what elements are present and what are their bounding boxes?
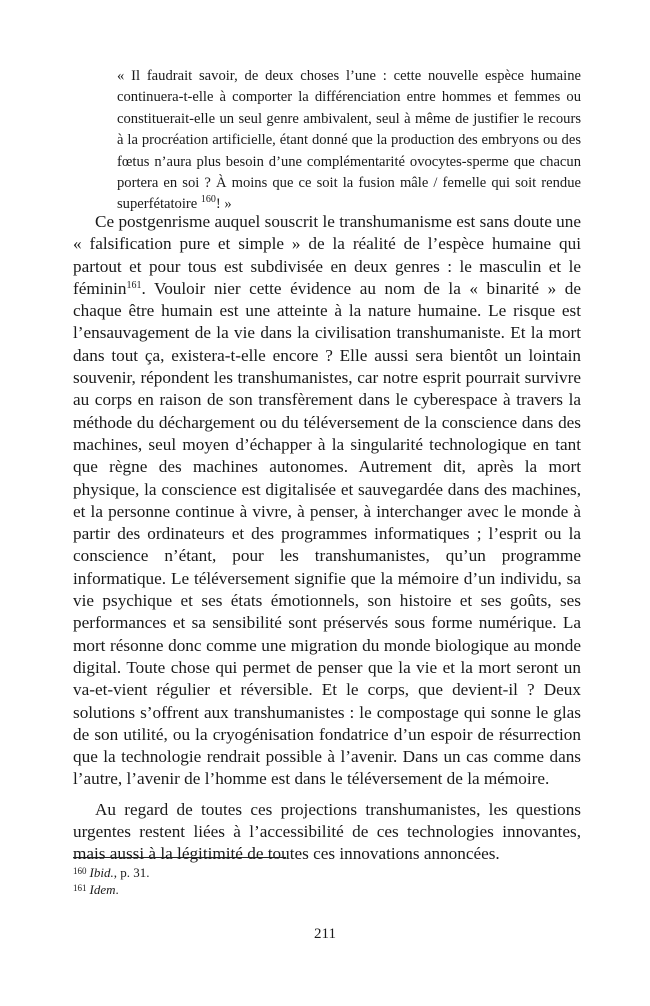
footnotes (73, 864, 581, 898)
footnote-161 (73, 881, 581, 898)
footnote-detail: , p. 31. (113, 865, 150, 880)
footnote-source: Ibid. (89, 865, 114, 880)
paragraph-2: Au regard de toutes ces projections transhumanistes, les questions urgentes restent liées à l’accessibilité de ces technologies innovantes, mais aussi à la légitimité de toutes ces innovations annoncées. (73, 799, 581, 864)
quote-paragraph (117, 66, 581, 216)
main-text (73, 211, 581, 866)
footnote-ref-160[interactable]: 160 (200, 194, 216, 206)
footnote-ref-161[interactable]: 161 (126, 279, 142, 291)
footnote-number: 160 (73, 866, 87, 876)
quote-closing: ! » (215, 196, 232, 213)
footnote-source: Idem (89, 882, 116, 897)
paragraph-1 (73, 211, 581, 791)
footnote-number: 161 (73, 883, 87, 893)
page-number: 211 (314, 926, 336, 942)
footnote-160 (73, 864, 581, 881)
paragraph-1-part-2: . Vouloir nier cette évidence au nom de la « binarité » de chaque être humain est une atteinte à la nature humaine. Le risque est l’ensauvagement de la vie dans la civilisation transhumaniste. Et la mort dans tout ça, existera-t-elle encore ? Elle aussi sera bientôt un lointain souvenir, répondent les transhumanistes, car notre esprit pourrait survivre au corps en raison de son transfèrement dans le cyberespace à travers la méthode du déchargement ou du téléversement de la conscience dans des machines, seul moyen d’échapper à la singularité technologique en tant que règne des machines autonomes. Autrement dit, après la mort physique, la conscience est digitalisée et sauvegardée dans des machines, et la personne continue à vivre, à penser, à interchanger avec le monde à partir des ordinateurs et des programmes informatiques ; l’esprit ou la conscience n’étant, pour les transhumanistes, qu’un programme informatique. Le téléversement signifie que la mémoire d’un individu, sa vie psychique et ses états émotionnels, son histoire et ses goûts, ses performances et sa sensibilité sont préservés sous forme numérique. La mort résonne donc comme une migration du monde biologique au monde digital. Toute chose qui permet de penser que la vie et la mort seront un va-et-vient régulier et réversible. Et le corps, que devient-il ? Deux solutions s’offrent aux transhumanistes : le compostage qui sonne le glas de son utilité, ou la cryogénisation fondatrice d’un espoir de résurrection que la technologie rendrait possible à l’avenir. Dans un cas comme dans l’autre, l’avenir de l’homme est dans le téléversement de la mémoire. (73, 278, 581, 789)
quote-text: « Il faudrait savoir, de deux choses l’une : cette nouvelle espèce humaine continuera-t-elle à comporter la différenciation entre hommes et femmes ou constituerait-elle un seul genre ambivalent, seul à même de justifier le recours à la procréation artificielle, étant donné que la production des embryons ou des fœtus n’aura plus besoin d’une complémentarité ovocytes-sperme que chacun portera en soi ? À moins que ce soit la fusion mâle / femelle qui soit rendue superfétatoire (117, 68, 581, 213)
paragraph-1-part-1: Ce postgenrisme auquel souscrit le transhumanisme est sans doute une « falsification pure et simple » de la réalité de l’espèce humaine qui partout et pour tous est subdivisée en deux genres : le masculin et le féminin (73, 212, 581, 298)
block-quote (117, 66, 581, 216)
footnote-separator (73, 857, 286, 858)
footnote-detail: . (115, 882, 119, 897)
